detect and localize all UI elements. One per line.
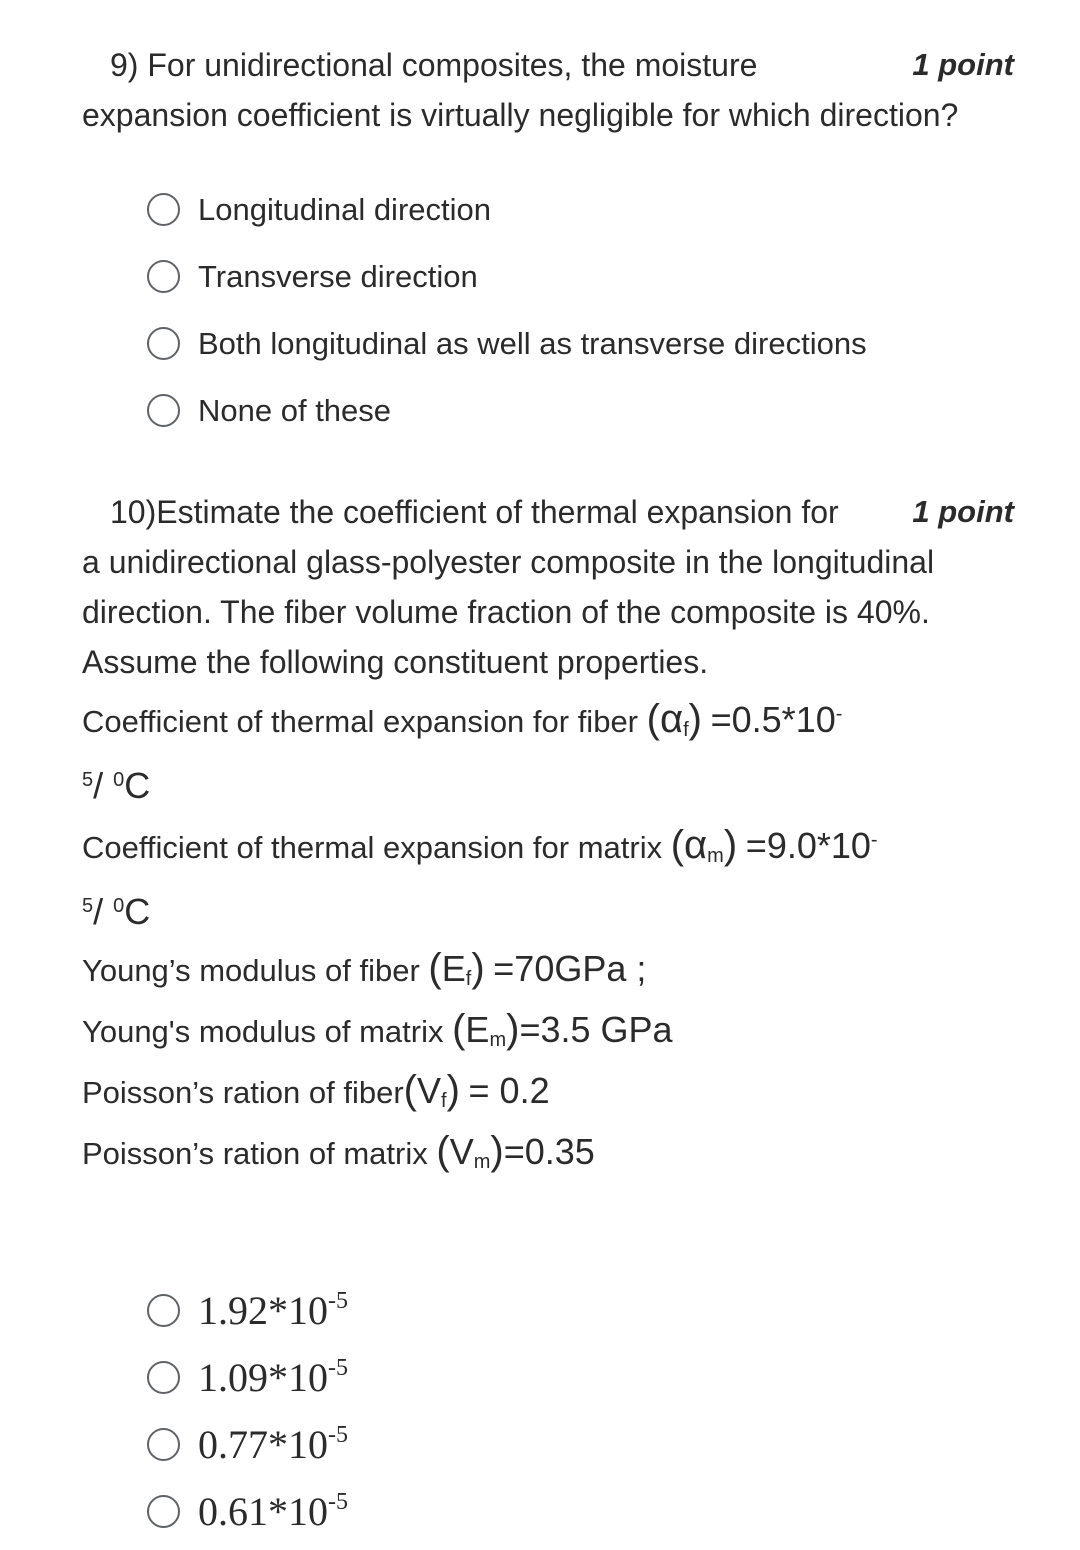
- q10-option-1[interactable]: $1.92*10^{-5}$: [147, 1277, 348, 1344]
- prop-alpha-fiber: Coefficient of thermal expansion for fiber $(\alpha_f) =0.5*10^-$: [82, 697, 843, 741]
- prop-poisson-fiber: Poisson’s ration of $fiber(V_f) = 0.2$: [82, 1068, 550, 1112]
- prop-alpha-matrix: Coefficient of thermal expansion for matrix $(\alpha_m) =9.0*10^-$: [82, 823, 878, 867]
- q9-option-2[interactable]: Transverse direction: [147, 243, 867, 310]
- question-10-line-2: direction. The fiber volume fraction of the composite is 40%.: [82, 594, 930, 630]
- radio-button[interactable]: [147, 1428, 180, 1461]
- question-10-points: 1 point: [912, 494, 1014, 529]
- prop-poisson-matrix: Poisson’s ration of matrix $(V_m)=0.35$: [82, 1129, 595, 1173]
- question-9-options: [147, 176, 867, 444]
- prop-alpha-matrix-unit: $^5$/ $^0$C: [82, 891, 151, 932]
- question-10-options: [147, 1277, 348, 1545]
- radio-button[interactable]: [147, 260, 180, 293]
- radio-button[interactable]: [147, 193, 180, 226]
- question-9-title-cont: expansion coefficient is virtually negligible for which direction?: [82, 97, 959, 133]
- question-10-line-1: a unidirectional glass-polyester composite in the longitudinal: [82, 544, 935, 580]
- radio-button[interactable]: [147, 1294, 180, 1327]
- q9-option-1[interactable]: Longitudinal direction: [147, 176, 867, 243]
- prop-young-fiber: Young’s modulus of fiber $(E_f) =70GPa$ ;: [82, 946, 647, 990]
- prop-young-matrix: Young's modulus of matrix $(E_m)=3.5$ GPa: [82, 1007, 673, 1051]
- question-10-line-3: Assume the following constituent properties.: [82, 644, 709, 680]
- q9-option-4[interactable]: None of these: [147, 377, 867, 444]
- radio-button[interactable]: [147, 327, 180, 360]
- q10-option-4[interactable]: $0.61*10^{-5}$: [147, 1478, 348, 1545]
- q10-option-2[interactable]: $1.09*10^{-5}$: [147, 1344, 348, 1411]
- question-9-title: 9) For unidirectional composites, the moisture: [110, 47, 758, 83]
- q10-option-3[interactable]: $0.77*10^{-5}$: [147, 1411, 348, 1478]
- radio-button[interactable]: [147, 1361, 180, 1394]
- radio-button[interactable]: [147, 1495, 180, 1528]
- question-9: [82, 40, 1014, 140]
- radio-button[interactable]: [147, 394, 180, 427]
- question-10-title: 10)Estimate the coefficient of thermal expansion for: [110, 494, 839, 530]
- q9-option-3[interactable]: Both longitudinal as well as transverse directions: [147, 310, 867, 377]
- prop-alpha-fiber-unit: $^5$/ $^0$C: [82, 765, 151, 806]
- question-9-points: 1 point: [912, 47, 1014, 82]
- question-10: [82, 487, 1014, 1187]
